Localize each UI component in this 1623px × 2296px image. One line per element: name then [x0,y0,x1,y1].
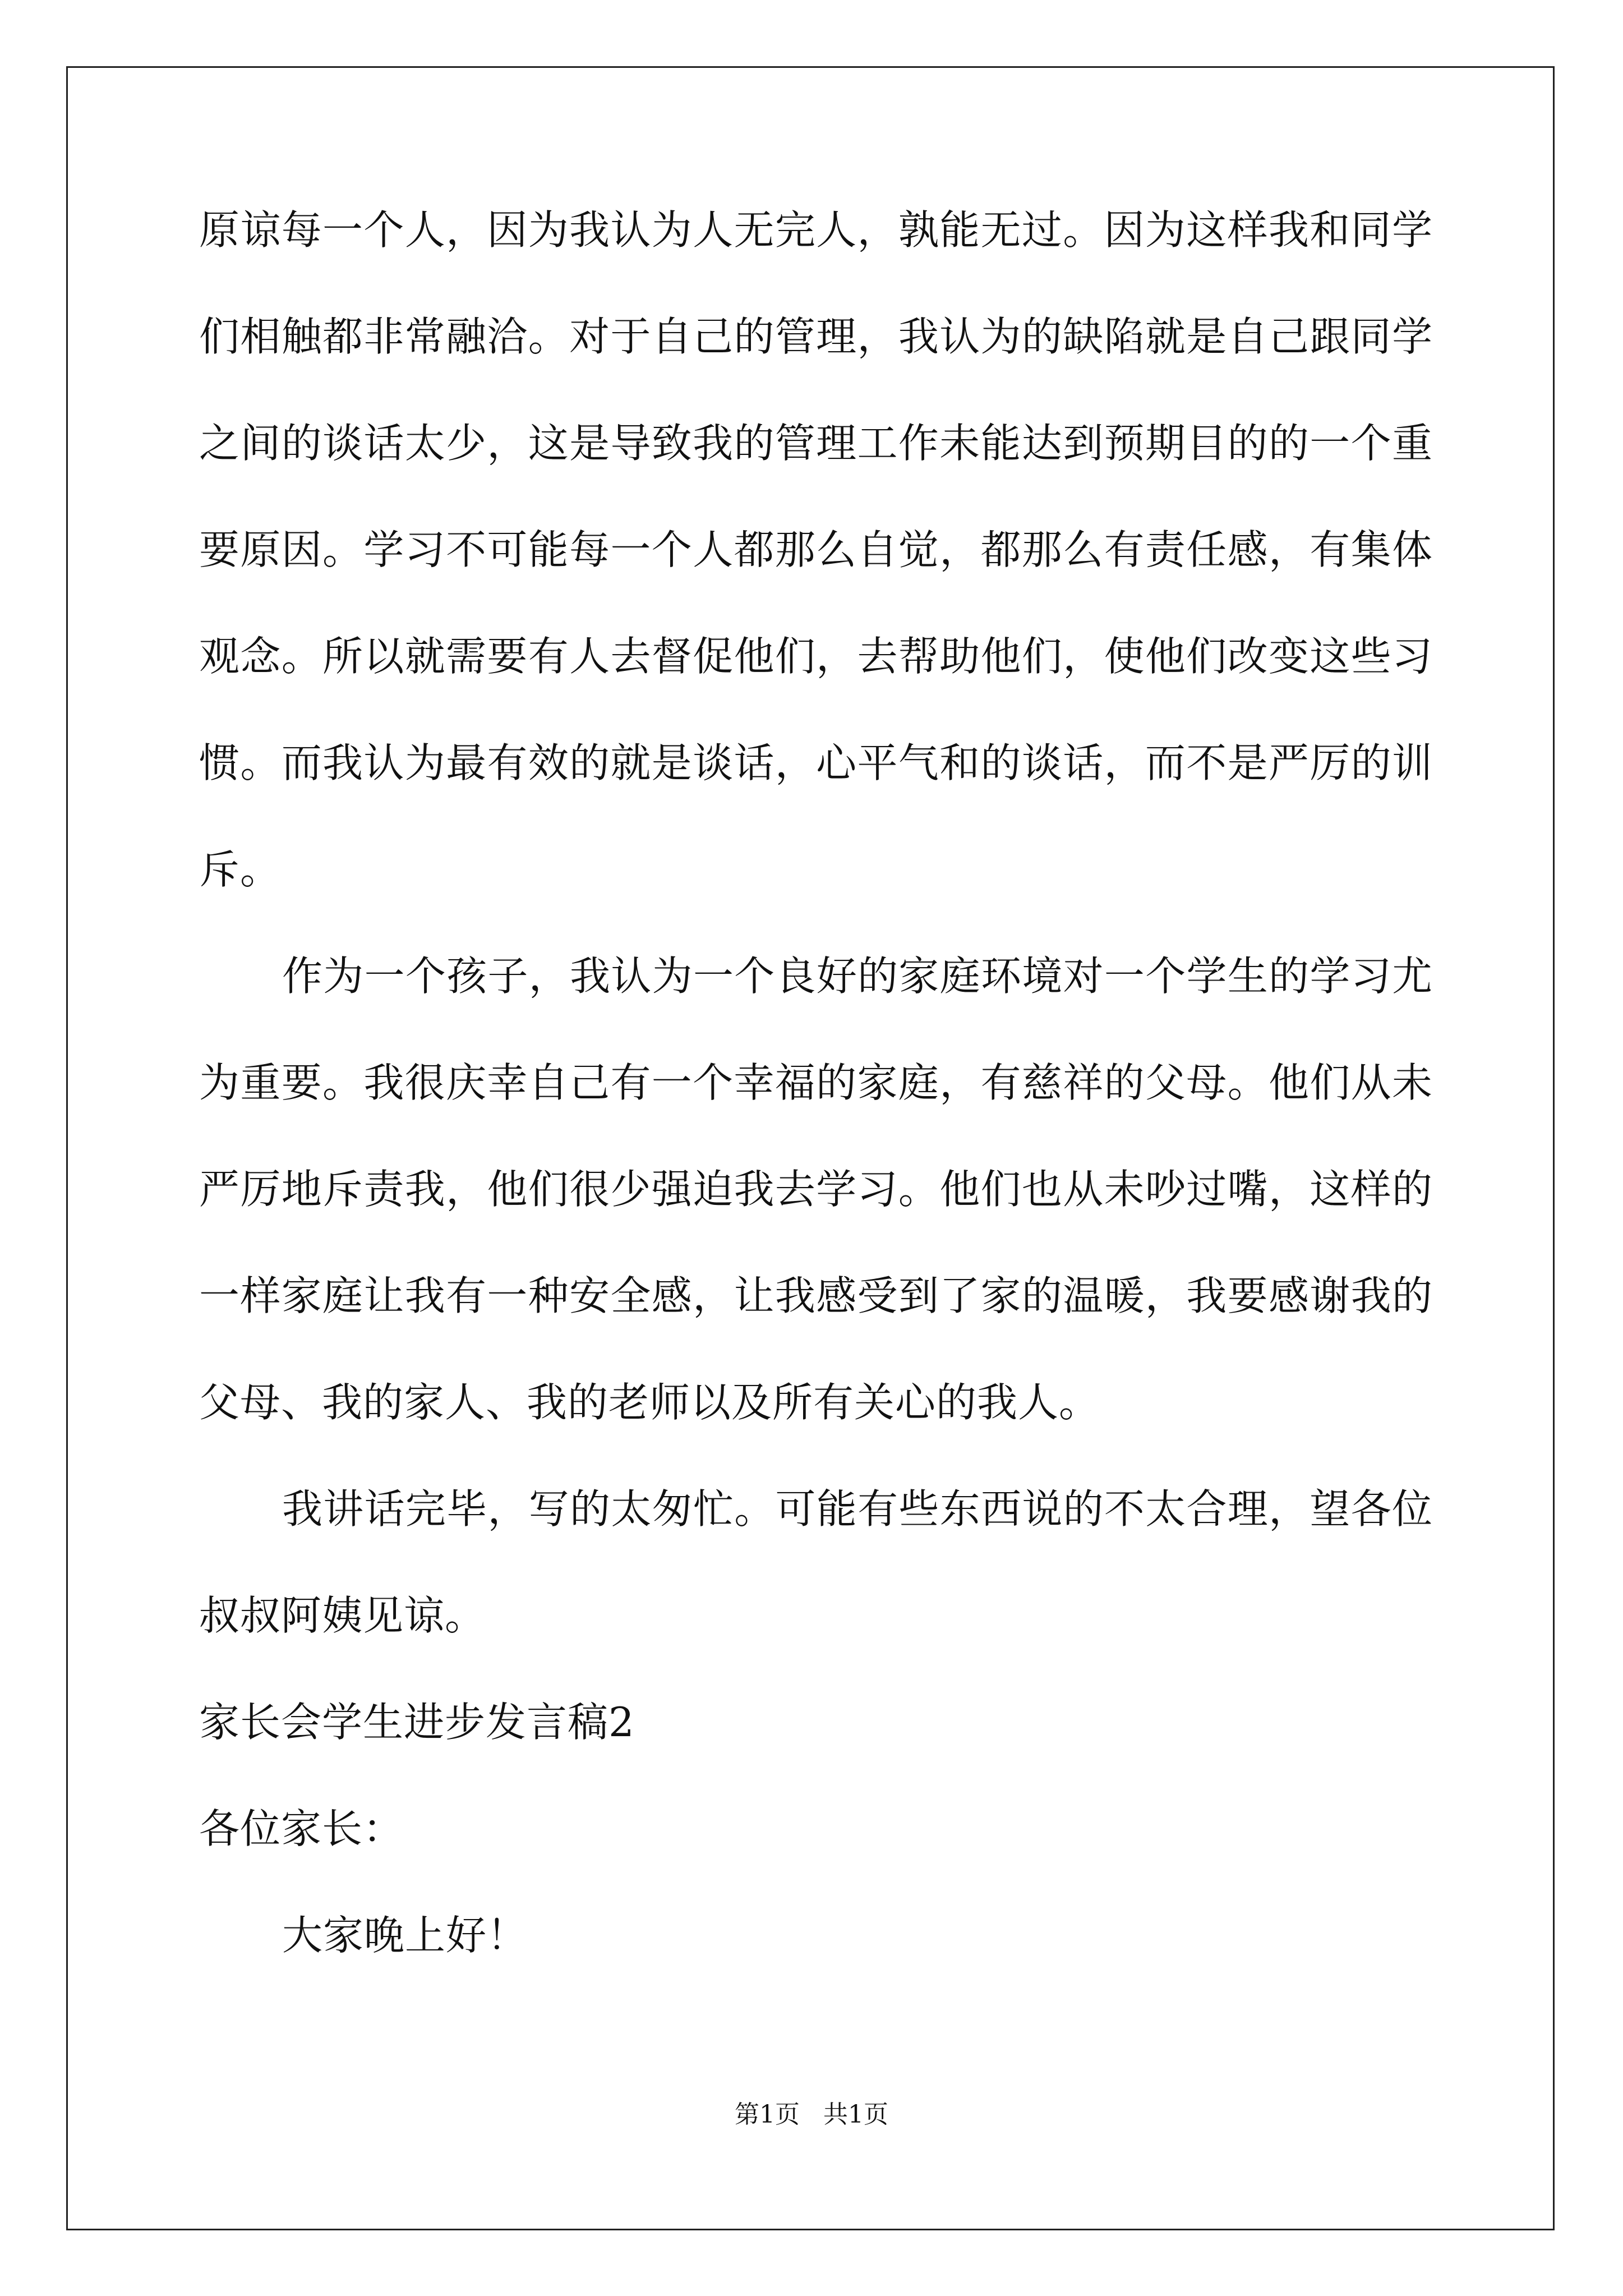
salutation: 各位家长： [199,1805,404,1852]
text-line: 严厉地斥责我，他们很少强迫我去学习。他们也从未吵过嘴，这样的 [199,1166,1433,1213]
paragraph-first-line: 我讲话完毕，写的太匆忙。可能有些东西说的不太合理，望各位 [282,1485,1433,1533]
text-line: 之间的谈话太少，这是导致我的管理工作未能达到预期目的的一个重 [199,420,1433,467]
paragraph-first-line: 作为一个孩子，我认为一个良好的家庭环境对一个学生的学习尤 [282,953,1433,1000]
page-number-current: 第1页 [735,2100,800,2129]
greeting: 大家晚上好！ [282,1912,528,1959]
text-line: 叔叔阿姨见谅。 [199,1592,486,1639]
section-title: 家长会学生进步发言稿2 [199,1699,635,1746]
text-line: 观念。所以就需要有人去督促他们，去帮助他们，使他们改变这些习 [199,633,1433,680]
text-line: 原谅每一个人，因为我认为人无完人，孰能无过。因为这样我和同学 [199,206,1433,254]
text-line: 一样家庭让我有一种安全感，让我感受到了家的温暖，我要感谢我的 [199,1272,1433,1319]
page-number-total: 共1页 [823,2100,888,2129]
page-footer [0,2098,1623,2132]
text-line: 父母、我的家人、我的老师以及所有关心的我人。 [199,1379,1100,1426]
page-border [66,66,1555,2230]
text-line: 惯。而我认为最有效的就是谈话，心平气和的谈话，而不是严厉的训 [199,739,1433,786]
text-line: 要原因。学习不可能每一个人都那么自觉，都那么有责任感，有集体 [199,526,1433,573]
text-line: 为重要。我很庆幸自己有一个幸福的家庭，有慈祥的父母。他们从未 [199,1059,1433,1106]
text-line: 们相触都非常融洽。对于自己的管理，我认为的缺陷就是自己跟同学 [199,313,1433,360]
text-line: 斥。 [199,846,282,893]
